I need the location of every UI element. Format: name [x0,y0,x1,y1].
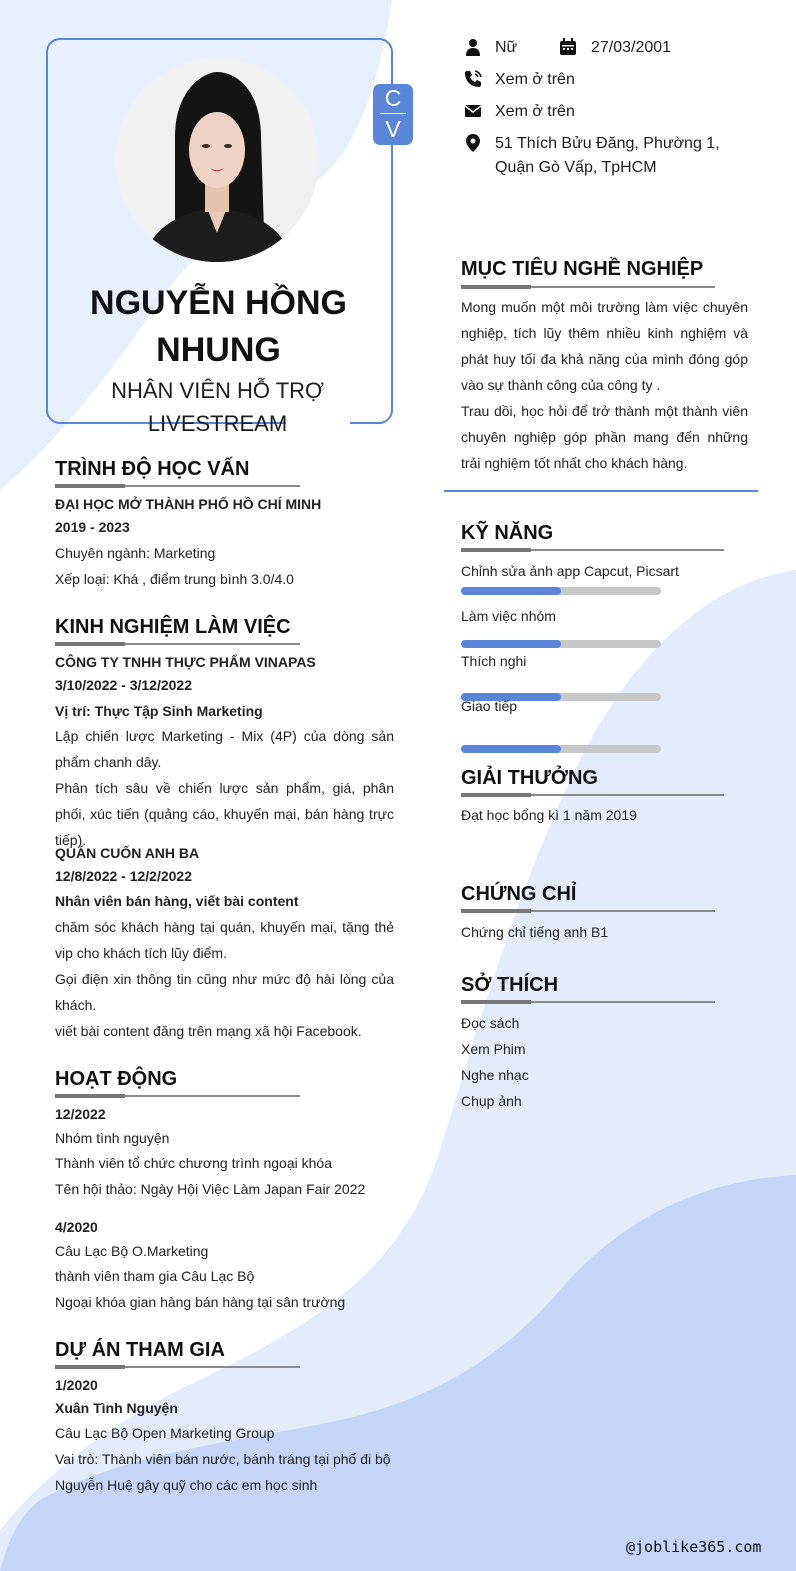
skill-bar-fill [461,640,561,648]
hobby-item: Chụp ảnh [461,1093,522,1109]
job-title: NHÂN VIÊN HỖ TRỢ LIVESTREAM [111,378,324,436]
person-icon [464,38,482,56]
calendar-icon [559,38,577,56]
skill-bar [461,587,661,595]
objective-heading: MỤC TIÊU NGHỀ NGHIỆP [461,258,704,280]
cv-badge-top: C [384,85,402,111]
award-item: Đạt học bổng kì 1 năm 2019 [461,807,637,823]
project-role: Vai trò: Thành viên bán nước, bánh tráng tại phố đi bộ [55,1451,391,1467]
address-line-2: Quận Gò Vấp, TpHCM [495,159,657,176]
skills-heading-line [461,549,724,551]
job-period: 3/10/2022 - 3/12/2022 [55,677,193,693]
experience-heading-line [55,643,300,645]
hobby-item: Đọc sách [461,1015,520,1031]
skill-bar-fill [461,587,561,595]
objective-paragraph-2: Trau dồi, học hỏi để trở thành một thành viên chuyên nghiệp góp phần mang đến những trải nghiệm tốt nhất cho khách hàng. [461,403,748,471]
awards-heading-line [461,794,724,796]
objective-heading-line [461,286,715,288]
education-heading-line [55,485,300,487]
certificates-heading: CHỨNG CHỈ [461,883,577,905]
project-name: Xuân Tình Nguyện [55,1400,178,1416]
activity-line: Ngoại khóa gian hàng bán hàng tại sân trường [55,1294,346,1310]
experience-heading: KINH NGHIỆM LÀM VIỆC [55,616,291,638]
education-grade: Xếp loại: Khá , điểm trung bình 3.0/4.0 [55,571,294,587]
project-date: 1/2020 [55,1377,98,1393]
job-role: Nhân viên bán hàng, viết bài content [55,893,299,909]
skill-bar-fill [461,745,561,753]
job-detail: Lập chiến lược Marketing - Mix (4P) của dòng sản phẩm chanh dây. [55,728,394,770]
company-name: CÔNG TY TNHH THỰC PHẨM VINAPAS [55,654,316,670]
projects-heading: DỰ ÁN THAM GIA [55,1339,225,1361]
activity-date: 4/2020 [55,1219,98,1235]
project-org: Câu Lạc Bộ Open Marketing Group [55,1425,275,1441]
cv-badge-bottom: V [385,116,401,142]
hobbies-heading-line [461,1001,715,1003]
skills-heading: KỸ NĂNG [461,522,554,544]
company-name: QUÁN CUỐN ANH BA [55,845,200,861]
activity-line: Câu Lạc Bộ O.Marketing [55,1243,209,1259]
education-major: Chuyên ngành: Marketing [55,545,216,561]
school-name: ĐẠI HỌC MỞ THÀNH PHỐ HỒ CHÍ MINH [55,496,322,512]
certificates-heading-line [461,910,715,912]
activities-heading: HOẠT ĐỘNG [55,1068,178,1090]
email-icon [464,102,482,120]
address-line-1: 51 Thích Bửu Đăng, Phường 1, [495,135,720,152]
activity-line: Nhóm tình nguyện [55,1130,170,1146]
certificate-item: Chứng chỉ tiếng anh B1 [461,924,609,940]
education-heading: TRÌNH ĐỘ HỌC VẤN [55,458,250,480]
avatar [115,58,319,262]
objective-paragraph-1: Mong muốn một môi trường làm việc chuyên nghiệp, tích lũy thêm nhiều kinh nghiệm và phát huy tối đa khả năng của mình đóng góp vào sự thành công của công ty . [461,299,748,393]
hobbies-heading: SỞ THÍCH [461,974,559,996]
hobby-item: Xem Phim [461,1041,526,1057]
skill-bar [461,640,661,648]
activity-line: Tên hội thảo: Ngày Hội Việc Làm Japan Fair 2022 [55,1181,366,1197]
phone-text: Xem ở trên [495,71,575,88]
projects-heading-line [55,1366,300,1368]
skill-label: Giao tiếp [461,698,518,714]
skill-bar [461,745,661,753]
phone-icon [464,70,482,88]
awards-heading: GIẢI THƯỞNG [461,767,598,789]
activities-heading-line [55,1095,300,1097]
email-text: Xem ở trên [495,103,575,120]
skill-label: Làm việc nhóm [461,608,556,624]
job-role: Vị trí: Thực Tập Sinh Marketing [55,703,263,719]
activity-date: 12/2022 [55,1106,106,1122]
skill-label: Thích nghi [461,653,527,669]
hobby-item: Nghe nhạc [461,1067,529,1083]
candidate-name: NGUYỄN HỒNG NHUNG [90,284,347,369]
watermark-text: @joblike365.com [626,1538,762,1556]
activity-line: thành viên tham gia Câu Lạc Bộ [55,1268,255,1284]
location-icon [464,134,482,152]
job-detail: Phân tích sâu về chiến lược sản phẩm, giá, phân phối, xúc tiến (quảng cáo, khuyến mại, bán hàng trực tiếp). [55,780,394,848]
project-role: Nguyễn Huệ gây quỹ cho các em học sinh [55,1477,318,1493]
gender-text: Nữ [495,39,518,56]
job-detail: Gọi điện xin thông tin cũng như mức độ hài lòng của khách. [55,971,394,1013]
cv-badge [373,84,413,145]
section-divider [444,490,758,492]
job-detail: chăm sóc khách hàng tại quán, khuyến mại, tặng thẻ vip cho khách tích lũy điểm. [55,919,394,961]
job-detail: viết bài content đăng trên mạng xã hội Facebook. [55,1023,362,1039]
skill-label: Chỉnh sửa ảnh app Capcut, Picsart [461,563,679,579]
education-period: 2019 - 2023 [55,519,130,535]
job-period: 12/8/2022 - 12/2/2022 [55,868,193,884]
activity-line: Thành viên tổ chức chương trình ngoại khóa [55,1155,332,1171]
birthday-text: 27/03/2001 [591,39,672,56]
